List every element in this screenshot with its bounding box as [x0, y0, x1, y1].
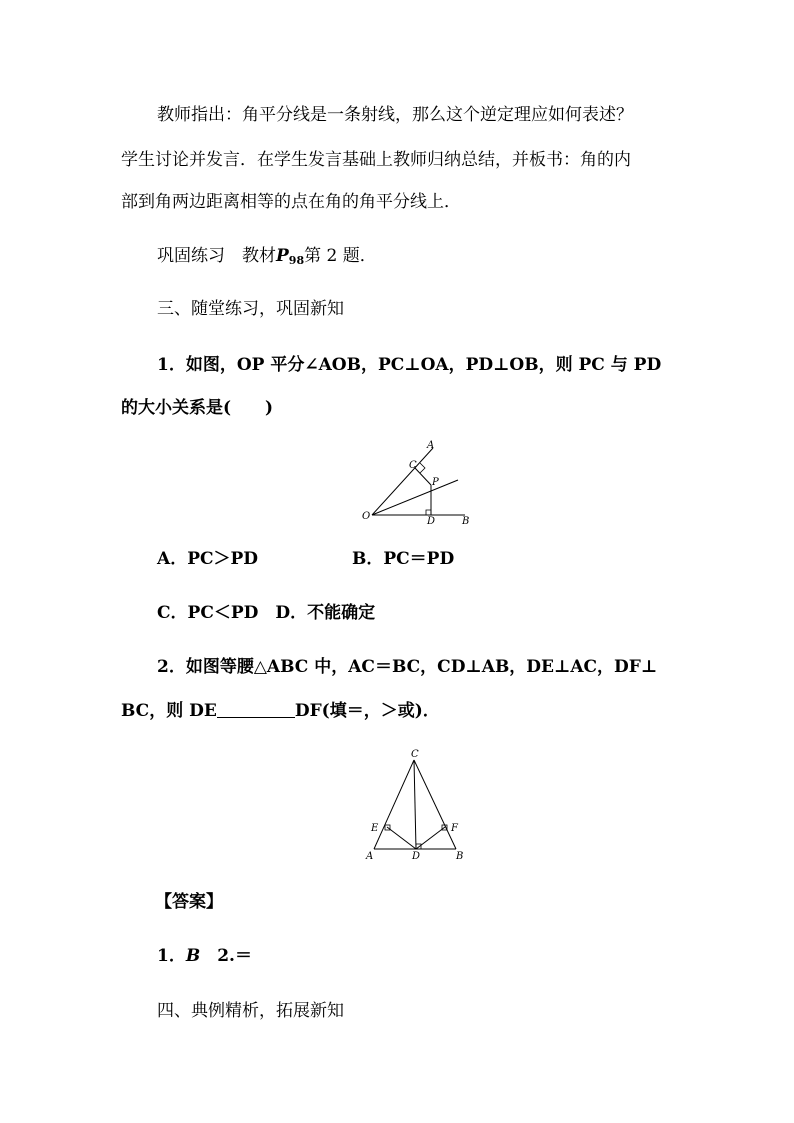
segment-de: [387, 827, 416, 849]
side-cb: [414, 760, 456, 849]
label-a: A: [366, 851, 374, 862]
practice-page-letter: P: [276, 246, 289, 266]
q2-figure: [360, 745, 475, 865]
q1-line2: 的大小关系是( ): [121, 398, 274, 418]
side-ca: [374, 760, 414, 849]
q1-figure: [355, 438, 480, 530]
practice-prefix: 巩固练习 教材: [157, 246, 276, 266]
label-e: E: [371, 823, 379, 834]
answer-prefix: 1．: [157, 946, 186, 966]
answer-rest: 2.＝: [200, 946, 252, 966]
right-angle-d: [426, 510, 431, 515]
right-angle-c: [420, 463, 425, 473]
para1-line2: 学生讨论并发言．在学生发言基础上教师归纳总结，并板书：角的内: [121, 150, 631, 170]
para1-line3: 部到角两边距离相等的点在角的角平分线上．: [121, 192, 461, 212]
q1-option-cd: C．PC＜PD D．不能确定: [157, 603, 376, 623]
label-f: F: [451, 823, 458, 834]
label-o: O: [362, 511, 371, 522]
q1-option-a: A．PC＞PD: [157, 549, 259, 569]
q2-line1: 2．如图等腰△ABC 中，AC＝BC，CD⊥AB，DE⊥AC，DF⊥: [157, 657, 658, 677]
label-c: C: [411, 749, 419, 760]
label-d: D: [412, 851, 421, 862]
label-b: B: [462, 516, 470, 527]
label-p: P: [432, 477, 439, 488]
label-a: A: [427, 440, 435, 451]
practice-suffix: 第 2 题．: [304, 246, 377, 266]
para1-line1: 教师指出：角平分线是一条射线，那么这个逆定理应如何表述？: [157, 105, 633, 125]
ray-oa: [372, 448, 433, 515]
q1-line1: 1．如图，OP 平分∠AOB，PC⊥OA，PD⊥OB，则 PC 与 PD: [157, 355, 662, 375]
q1-option-b: B．PC＝PD: [352, 549, 455, 569]
section4-heading: 四、典例精析，拓展新知: [157, 1001, 344, 1021]
answer-line: [157, 944, 252, 968]
altitude-cd: [414, 760, 416, 849]
section3-heading: 三、随堂练习，巩固新知: [157, 299, 344, 319]
q2-line2: [121, 699, 440, 723]
q2-line2-prefix: BC，则 DE: [121, 701, 217, 721]
answer-letter: B: [185, 946, 201, 966]
q2-line2-suffix: DF(填＝，＞或)．: [294, 701, 440, 721]
q2-answer-blank[interactable]: [217, 701, 295, 718]
answer-heading: 【答案】: [155, 892, 223, 912]
label-d: D: [427, 516, 436, 527]
ray-op: [372, 480, 458, 515]
practice-line: [157, 244, 377, 268]
label-c: C: [409, 460, 417, 471]
label-b: B: [456, 851, 464, 862]
practice-page-sub: 98: [288, 254, 305, 267]
segment-df: [416, 827, 445, 849]
